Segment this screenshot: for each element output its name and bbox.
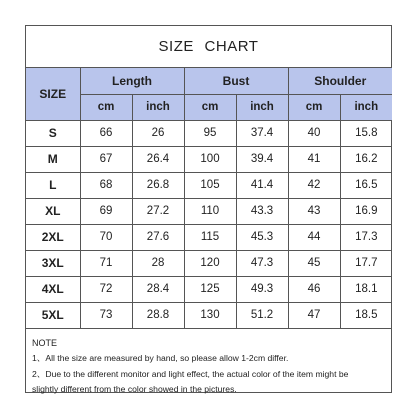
size-table bbox=[26, 68, 392, 329]
size-table-body bbox=[26, 120, 392, 328]
measurement-cell: 42 bbox=[288, 172, 340, 198]
measurement-cell: 72 bbox=[80, 276, 132, 302]
measurement-cell: 41 bbox=[288, 146, 340, 172]
measurement-cell: 51.2 bbox=[236, 302, 288, 328]
measurement-cell: 105 bbox=[184, 172, 236, 198]
measurement-cell: 40 bbox=[288, 120, 340, 146]
measurement-cell: 45.3 bbox=[236, 224, 288, 250]
measurement-cell: 26.4 bbox=[132, 146, 184, 172]
table-row bbox=[26, 198, 392, 224]
table-row bbox=[26, 172, 392, 198]
size-label-cell: 5XL bbox=[26, 302, 80, 328]
measurement-cell: 41.4 bbox=[236, 172, 288, 198]
table-row bbox=[26, 120, 392, 146]
size-label-cell: 4XL bbox=[26, 276, 80, 302]
measurement-cell: 37.4 bbox=[236, 120, 288, 146]
size-column-header: SIZE bbox=[26, 68, 80, 120]
size-label-cell: M bbox=[26, 146, 80, 172]
measurement-cell: 69 bbox=[80, 198, 132, 224]
measurement-cell: 43 bbox=[288, 198, 340, 224]
chart-title: SIZE CHART bbox=[26, 26, 391, 68]
measurement-cell: 16.2 bbox=[340, 146, 392, 172]
note-item: 1、All the size are measured by hand, so please allow 1-2cm differ. bbox=[32, 353, 289, 363]
size-chart bbox=[25, 25, 392, 393]
table-row bbox=[26, 302, 392, 328]
table-row bbox=[26, 224, 392, 250]
measurement-cell: 115 bbox=[184, 224, 236, 250]
table-row bbox=[26, 250, 392, 276]
measurement-cell: 43.3 bbox=[236, 198, 288, 224]
measurement-cell: 120 bbox=[184, 250, 236, 276]
measurement-cell: 73 bbox=[80, 302, 132, 328]
measurement-cell: 68 bbox=[80, 172, 132, 198]
measurement-cell: 28.8 bbox=[132, 302, 184, 328]
note-item: slightly different from the color showed in the pictures. bbox=[32, 384, 237, 394]
measurement-cell: 44 bbox=[288, 224, 340, 250]
measurement-cell: 100 bbox=[184, 146, 236, 172]
unit-header: cm bbox=[184, 94, 236, 120]
measurement-cell: 70 bbox=[80, 224, 132, 250]
measurement-cell: 26.8 bbox=[132, 172, 184, 198]
measurement-cell: 130 bbox=[184, 302, 236, 328]
measurement-cell: 15.8 bbox=[340, 120, 392, 146]
measurement-cell: 67 bbox=[80, 146, 132, 172]
measurement-cell: 49.3 bbox=[236, 276, 288, 302]
measurement-cell: 66 bbox=[80, 120, 132, 146]
measurement-cell: 125 bbox=[184, 276, 236, 302]
measurement-cell: 95 bbox=[184, 120, 236, 146]
measurement-cell: 26 bbox=[132, 120, 184, 146]
unit-header: inch bbox=[236, 94, 288, 120]
size-label-cell: 3XL bbox=[26, 250, 80, 276]
measurement-cell: 39.4 bbox=[236, 146, 288, 172]
length-group-header: Length bbox=[80, 68, 184, 94]
notes-section bbox=[26, 329, 391, 398]
measurement-cell: 16.9 bbox=[340, 198, 392, 224]
note-item: 2、Due to the different monitor and light effect, the actual color of the item might be bbox=[32, 368, 349, 379]
unit-header: cm bbox=[80, 94, 132, 120]
bust-group-header: Bust bbox=[184, 68, 288, 94]
measurement-cell: 110 bbox=[184, 198, 236, 224]
measurement-cell: 17.7 bbox=[340, 250, 392, 276]
table-row bbox=[26, 146, 392, 172]
measurement-cell: 28.4 bbox=[132, 276, 184, 302]
measurement-cell: 71 bbox=[80, 250, 132, 276]
size-label-cell: 2XL bbox=[26, 224, 80, 250]
measurement-cell: 27.2 bbox=[132, 198, 184, 224]
measurement-cell: 45 bbox=[288, 250, 340, 276]
notes-heading: NOTE bbox=[32, 337, 58, 348]
measurement-cell: 46 bbox=[288, 276, 340, 302]
size-label-cell: XL bbox=[26, 198, 80, 224]
unit-header: inch bbox=[340, 94, 392, 120]
unit-header: cm bbox=[288, 94, 340, 120]
table-row bbox=[26, 276, 392, 302]
measurement-cell: 17.3 bbox=[340, 224, 392, 250]
measurement-cell: 47.3 bbox=[236, 250, 288, 276]
size-label-cell: S bbox=[26, 120, 80, 146]
measurement-cell: 16.5 bbox=[340, 172, 392, 198]
measurement-cell: 18.1 bbox=[340, 276, 392, 302]
measurement-cell: 27.6 bbox=[132, 224, 184, 250]
measurement-cell: 18.5 bbox=[340, 302, 392, 328]
unit-header: inch bbox=[132, 94, 184, 120]
shoulder-group-header: Shoulder bbox=[288, 68, 392, 94]
measurement-cell: 47 bbox=[288, 302, 340, 328]
size-label-cell: L bbox=[26, 172, 80, 198]
measurement-cell: 28 bbox=[132, 250, 184, 276]
